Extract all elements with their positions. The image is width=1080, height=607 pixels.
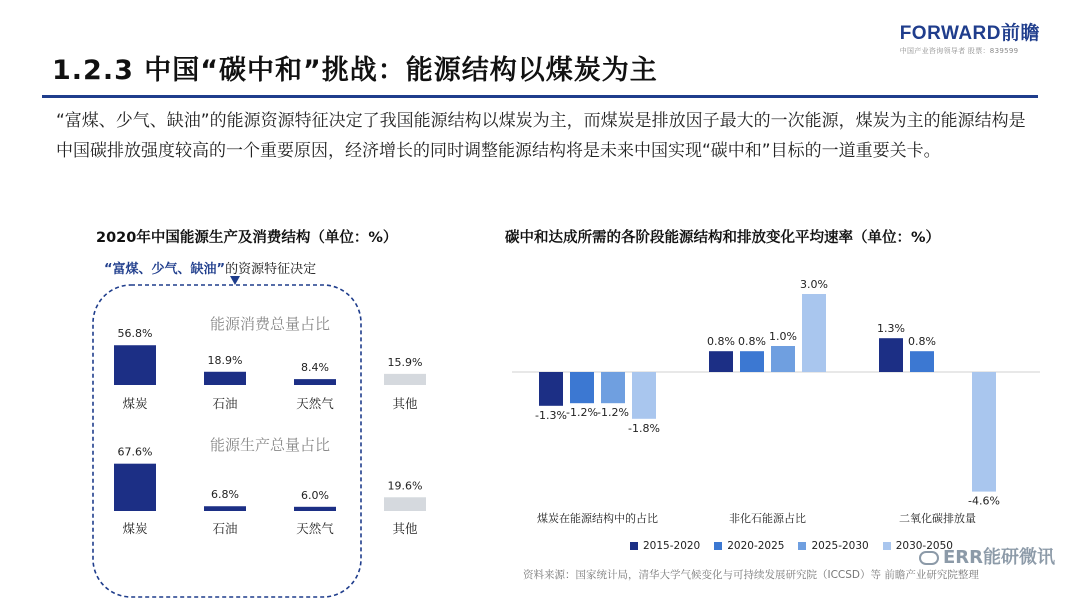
category-label: 煤炭 <box>122 396 148 411</box>
page-title: 1.2.3 中国“碳中和”挑战：能源结构以煤炭为主 <box>52 55 658 86</box>
data-label: -1.3% <box>535 408 567 422</box>
series-label: 能源消费总量占比 <box>209 315 331 333</box>
data-label: 15.9% <box>387 355 423 369</box>
category-label: 煤炭 <box>122 521 148 536</box>
bar <box>539 372 563 406</box>
category-label: 非化石能源占比 <box>729 512 806 525</box>
bar <box>601 372 625 403</box>
bar <box>384 497 426 511</box>
legend-swatch <box>798 542 806 550</box>
bar <box>294 379 336 385</box>
left-chart <box>114 315 426 536</box>
bar <box>384 374 426 385</box>
bar <box>972 372 996 492</box>
data-label: -1.2% <box>597 406 629 420</box>
series-label: 能源生产总量占比 <box>209 436 331 454</box>
bar <box>879 338 903 372</box>
category-label: 其他 <box>392 396 418 411</box>
category-label: 石油 <box>212 521 238 536</box>
right-chart-legend <box>630 540 953 552</box>
bar <box>771 346 795 372</box>
data-label: 0.8% <box>738 335 766 349</box>
resource-feature-highlight: “富煤、少气、缺油” <box>104 262 226 277</box>
left-chart-title: 2020年中国能源生产及消费结构（单位：%） <box>96 230 398 246</box>
right-chart-title: 碳中和达成所需的各阶段能源结构和排放变化平均速率（单位：%） <box>505 230 941 246</box>
intro-paragraph: “富煤、少气、缺油”的能源资源特征决定了我国能源结构以煤炭为主，而煤炭是排放因子最大的一次能源，煤炭为主的能源结构是中国碳排放强度较高的一个重要原因，经济增长的同时调整能源结构将是未来中国实现“碳中和”目标的一道重要关卡。 <box>56 111 1026 161</box>
bar <box>709 351 733 372</box>
bar <box>204 372 246 385</box>
legend-swatch <box>630 542 638 550</box>
category-label: 二氧化碳排放量 <box>899 512 976 525</box>
data-label: 6.0% <box>301 488 329 502</box>
legend-swatch <box>714 542 722 550</box>
watermark-text: ERR能研微讯 <box>942 547 1055 568</box>
data-label: -4.6% <box>968 494 1000 508</box>
bar <box>802 294 826 372</box>
category-label: 石油 <box>212 396 238 411</box>
bar <box>910 351 934 372</box>
bar <box>570 372 594 403</box>
bar <box>294 507 336 511</box>
source-note: 资料来源：国家统计局，清华大学气候变化与可持续发展研究院（ICCSD）等 前瞻产业研究院整理 <box>523 569 979 581</box>
data-label: 67.6% <box>117 445 153 459</box>
bar <box>114 345 156 385</box>
wechat-icon <box>919 551 939 565</box>
bar <box>632 372 656 419</box>
data-label: 6.8% <box>211 488 239 502</box>
legend-label: 2015-2020 <box>643 540 701 552</box>
wechat-watermark <box>919 543 1055 569</box>
data-label: 56.8% <box>117 327 153 341</box>
legend-label: 2020-2025 <box>727 540 785 552</box>
data-label: 0.8% <box>707 335 735 349</box>
data-label: -1.2% <box>566 406 598 420</box>
data-label: 18.9% <box>207 353 243 367</box>
category-label: 其他 <box>392 521 418 536</box>
legend-item <box>630 540 700 552</box>
bar <box>204 506 246 511</box>
data-label: 19.6% <box>387 479 423 493</box>
legend-swatch <box>883 542 891 550</box>
brand-tagline: 中国产业咨询领导者 股票：839599 <box>899 47 1019 55</box>
legend-label: 2030-2050 <box>895 540 953 552</box>
category-label: 天然气 <box>296 396 334 411</box>
legend-label: 2025-2030 <box>811 540 869 552</box>
brand-logo: FORWARD前瞻 <box>899 23 1040 44</box>
legend-item <box>714 540 784 552</box>
category-label: 煤炭在能源结构中的占比 <box>537 512 658 525</box>
bar <box>114 464 156 511</box>
legend-item <box>798 540 868 552</box>
data-label: -1.8% <box>628 421 660 435</box>
data-label: 1.0% <box>769 330 797 343</box>
category-label: 天然气 <box>296 521 334 536</box>
data-label: 8.4% <box>301 361 329 375</box>
data-label: 3.0% <box>800 278 828 291</box>
data-label: 1.3% <box>877 322 905 336</box>
right-chart <box>512 278 1040 525</box>
bar <box>740 351 764 372</box>
data-label: 0.8% <box>908 335 936 349</box>
resource-feature-rest: 的资源特征决定 <box>225 262 317 277</box>
